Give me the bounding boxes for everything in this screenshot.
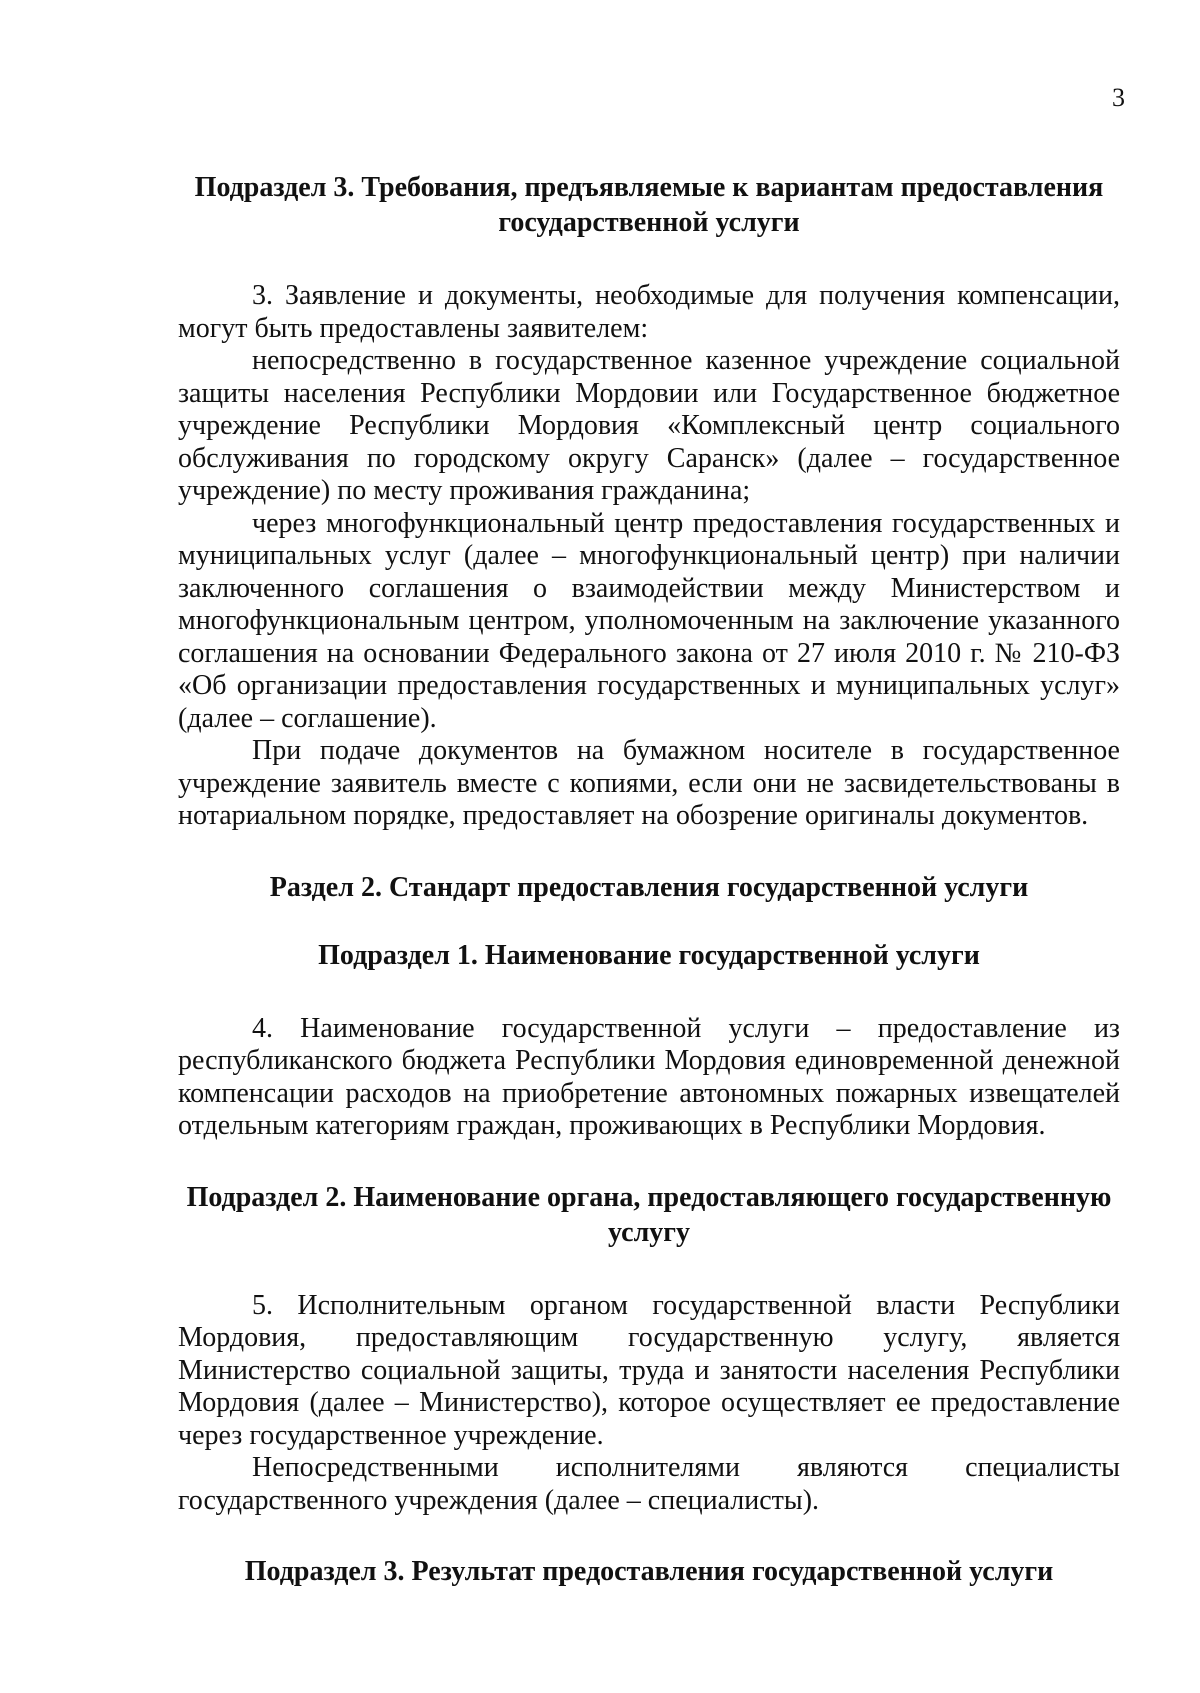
page-number: 3 [1112, 83, 1125, 112]
subsection-heading-authority: Подраздел 2. Наименование органа, предоставляющего государственную услугу [186, 1181, 1112, 1248]
paragraph-5-authority: 5. Исполнительным органом государственной власти Республики Мордовия, предоставляющим государственную услугу, является Министерство социальной защиты, труда и занятости населения Республики Мордовия (далее – Министерство), которое осуществляет ее предоставление через государственное учреждение. [178, 1289, 1120, 1451]
subsection-heading-service-name: Подраздел 1. Наименование государственной услуги [318, 939, 980, 971]
spacer [178, 240, 1120, 280]
spacer [178, 1143, 1120, 1180]
subsection-heading-result: Подраздел 3. Результат предоставления государственной услуги [244, 1556, 1054, 1587]
document-body [178, 170, 1120, 1589]
spacer [178, 1517, 1120, 1554]
paragraph-4-service-name: 4. Наименование государственной услуги – предоставление из республиканского бюджета Республики Мордовия единовременной денежной компенсации расходов на приобретение автономных пожарных извещателей отдельным категориям граждан, проживающих в Республики Мордовия. [178, 1012, 1120, 1141]
paragraph-mfc-submission: через многофункциональный центр предоставления государственных и муниципальных услуг (далее – многофункциональный центр) при наличии заключенного соглашения о взаимодействии между Министерством и многофункциональным центром, уполномоченным на заключение указанного соглашения на основании Федерального закона от 27 июля 2010 г. № 210-ФЗ «Об организации предоставления государственных и муниципальных услуг» (далее – соглашение). [178, 507, 1120, 734]
spacer [178, 905, 1120, 938]
paragraph-paper-documents: При подаче документов на бумажном носителе в государственное учреждение заявитель вместе с копиями, если они не засвидетельствованы в нотариальном порядке, предоставляет на обозрение оригиналы документов. [178, 735, 1120, 831]
section-heading-standard: Раздел 2. Стандарт предоставления государственной услуги [269, 871, 1029, 903]
paragraph-executors: Непосредственными исполнителями являются специалисты государственного учреждения (далее – специалисты). [178, 1452, 1120, 1516]
subsection-heading-requirements: Подраздел 3. Требования, предъявляемые к вариантам предоставления государственной услуги [194, 172, 1104, 238]
spacer [178, 1250, 1120, 1290]
spacer [178, 833, 1120, 870]
paragraph-3-intro: 3. Заявление и документы, необходимые для получения компенсации, могут быть предоставлены заявителем: [178, 280, 1120, 344]
spacer [178, 973, 1120, 1013]
paragraph-direct-submission: непосредственно в государственное казенное учреждение социальной защиты населения Республики Мордовии или Государственное бюджетное учреждение Республики Мордовия «Комплексный центр социального обслуживания по городскому округу Саранск» (далее – государственное учреждение) по месту проживания гражданина; [178, 345, 1120, 506]
